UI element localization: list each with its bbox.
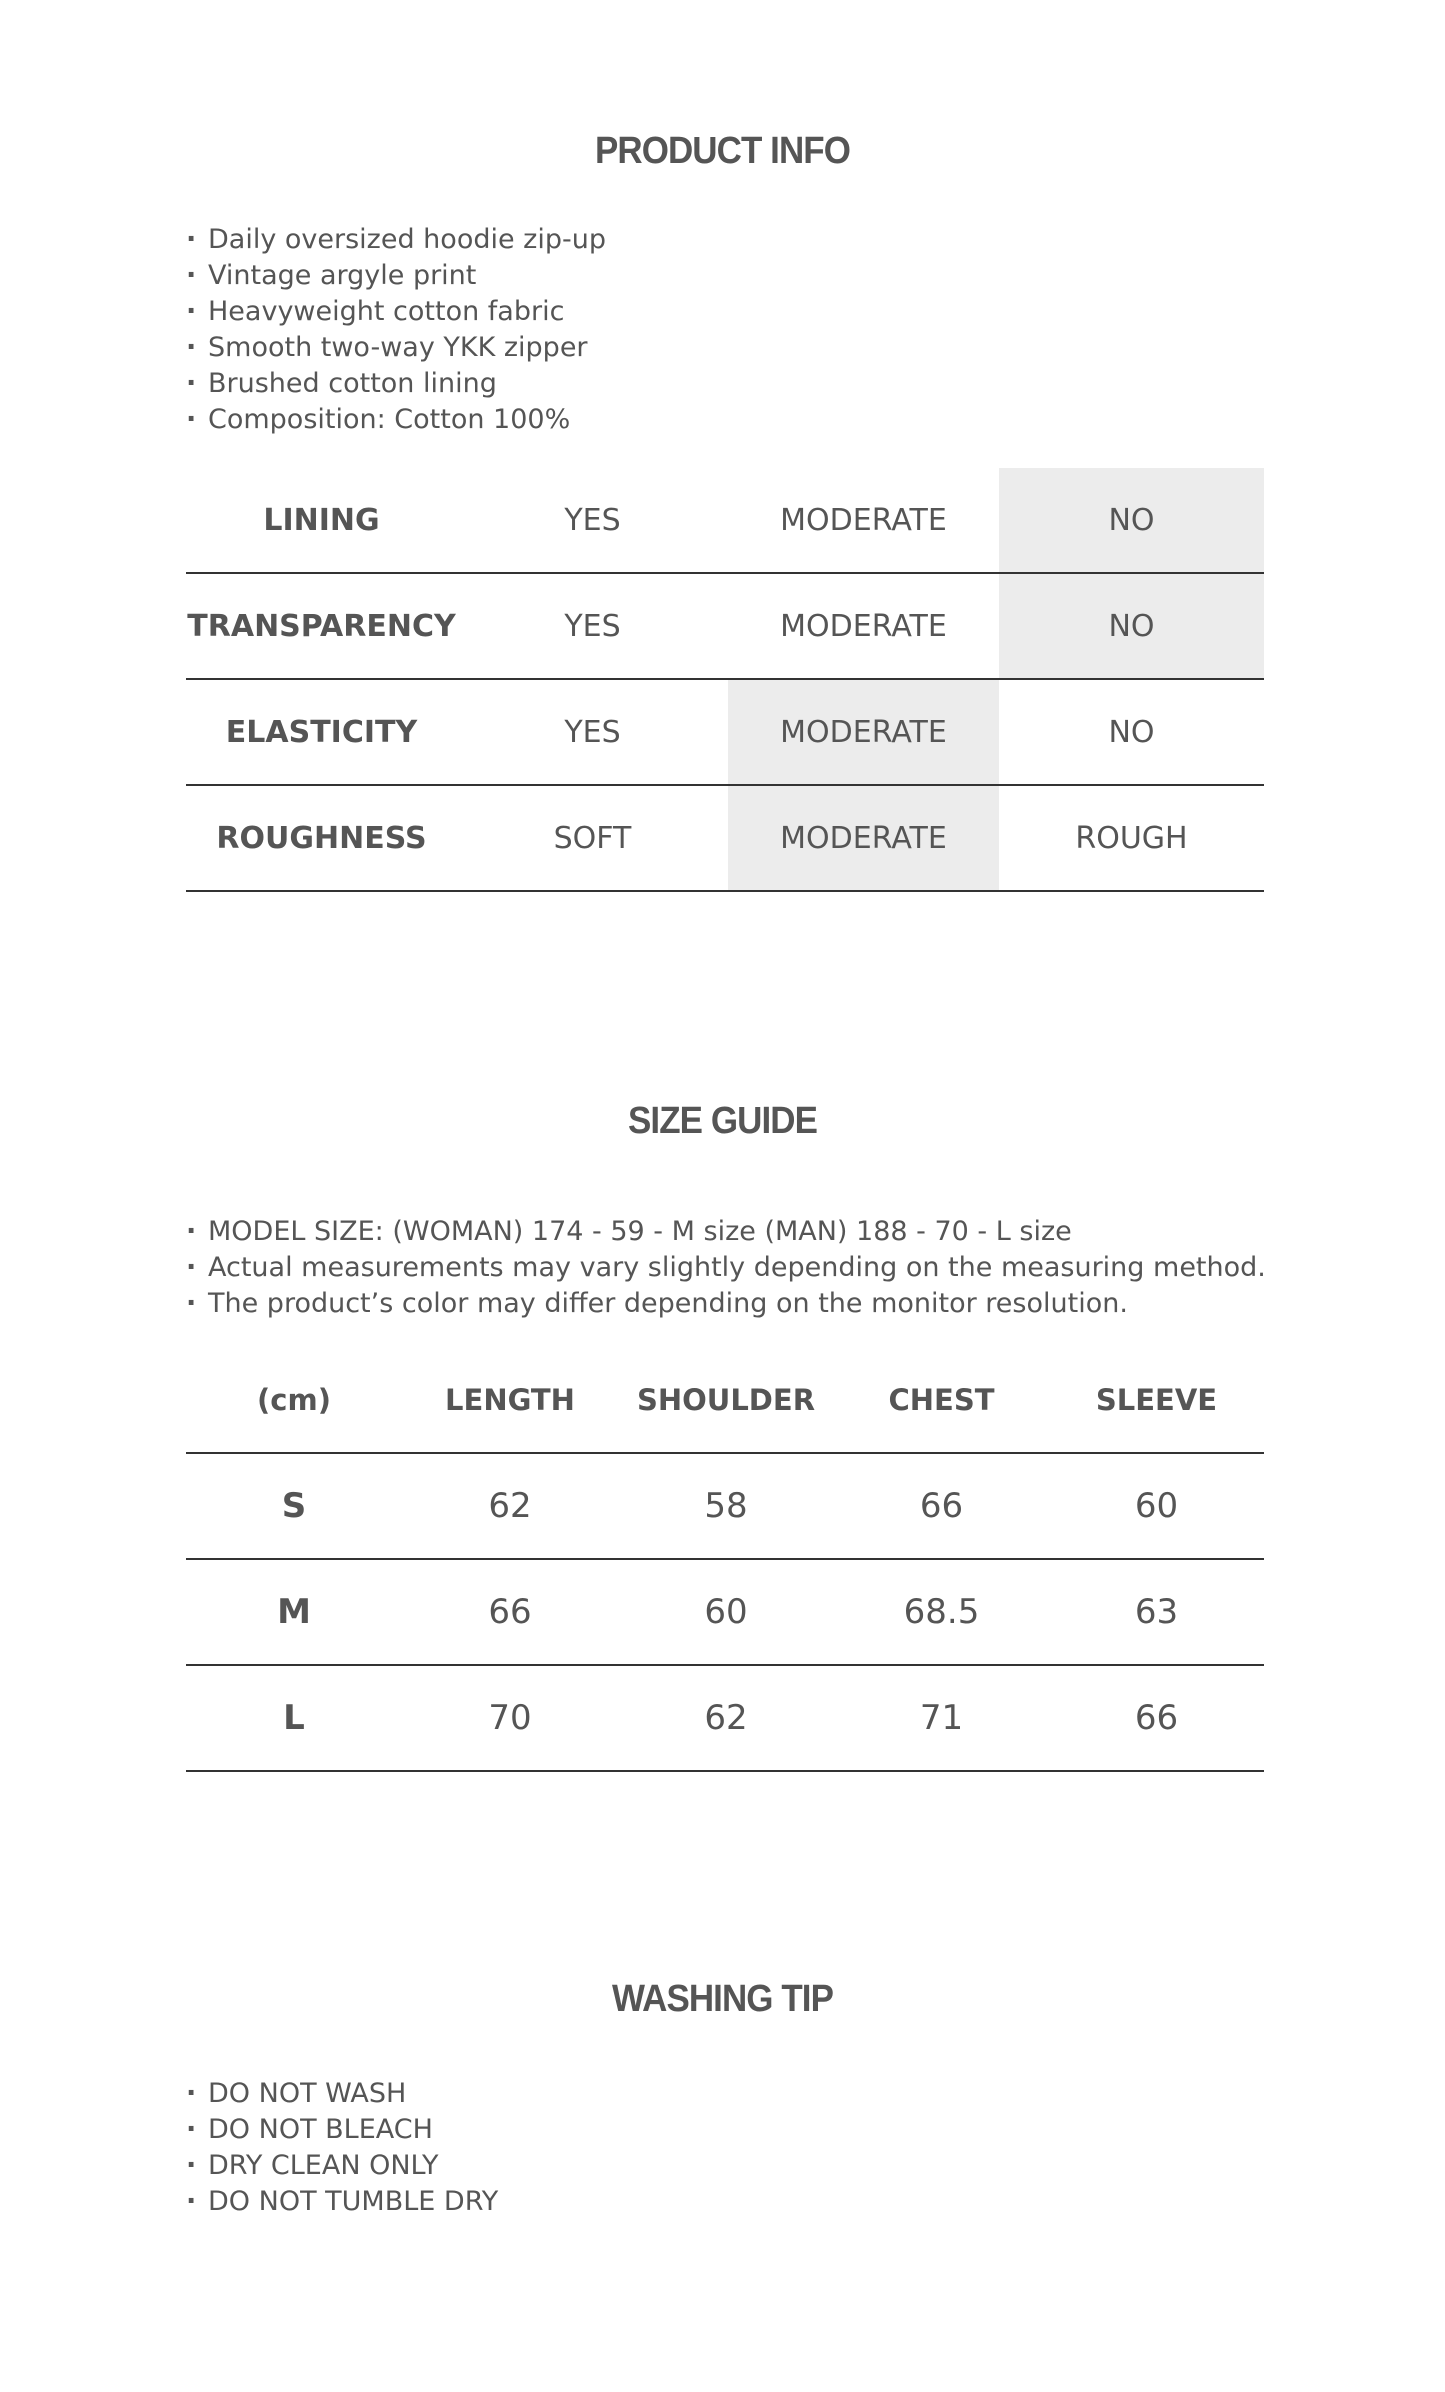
table-cell: 58 — [618, 1453, 834, 1559]
column-header-chest: CHEST — [834, 1348, 1049, 1453]
list-item: · DO NOT WASH — [186, 2076, 498, 2112]
list-item: · Composition: Cotton 100% — [186, 402, 606, 438]
column-header-sleeve: SLEEVE — [1049, 1348, 1264, 1453]
list-item: · Smooth two-way YKK zipper — [186, 330, 606, 366]
product-info-bullets — [186, 222, 606, 438]
attribute-option: NO — [999, 573, 1264, 679]
list-item: · Heavyweight cotton fabric — [186, 294, 606, 330]
list-item: · Brushed cotton lining — [186, 366, 606, 402]
attribute-label: ELASTICITY — [186, 679, 457, 785]
list-item: · MODEL SIZE: (WOMAN) 174 - 59 - M size (MAN) 188 - 70 - L size — [186, 1214, 1266, 1250]
attribute-option: ROUGH — [999, 785, 1264, 891]
list-item: · Daily oversized hoodie zip-up — [186, 222, 606, 258]
table-row — [186, 573, 1264, 679]
table-cell: 71 — [834, 1665, 1049, 1771]
attribute-option: MODERATE — [728, 679, 999, 785]
attribute-label: TRANSPARENCY — [186, 573, 457, 679]
washing-tip-list — [186, 2076, 498, 2220]
column-header-length: LENGTH — [402, 1348, 618, 1453]
table-cell: 66 — [402, 1559, 618, 1665]
attribute-option: YES — [457, 468, 728, 573]
list-item: · DO NOT BLEACH — [186, 2112, 498, 2148]
table-header-row — [186, 1348, 1264, 1453]
size-guide-notes — [186, 1214, 1266, 1322]
table-cell: 66 — [1049, 1665, 1264, 1771]
table-cell: 62 — [402, 1453, 618, 1559]
table-row — [186, 679, 1264, 785]
washing-tip-title: WASHING TIP — [611, 1978, 834, 2020]
table-row — [186, 1453, 1264, 1559]
list-item: · Vintage argyle print — [186, 258, 606, 294]
attribute-label: ROUGHNESS — [186, 785, 457, 891]
attribute-option: MODERATE — [728, 468, 999, 573]
table-cell: 63 — [1049, 1559, 1264, 1665]
product-attributes-table — [186, 468, 1264, 892]
table-cell: 62 — [618, 1665, 834, 1771]
attribute-option: NO — [999, 468, 1264, 573]
size-label: S — [186, 1453, 402, 1559]
table-row — [186, 468, 1264, 573]
size-label: M — [186, 1559, 402, 1665]
size-label: L — [186, 1665, 402, 1771]
table-cell: 66 — [834, 1453, 1049, 1559]
attribute-option: MODERATE — [728, 785, 999, 891]
attribute-label: LINING — [186, 468, 457, 573]
column-header-shoulder: SHOULDER — [618, 1348, 834, 1453]
attribute-option: MODERATE — [728, 573, 999, 679]
table-cell: 60 — [618, 1559, 834, 1665]
table-cell: 68.5 — [834, 1559, 1049, 1665]
size-guide-title: SIZE GUIDE — [628, 1100, 817, 1142]
column-header-unit: (cm) — [186, 1348, 402, 1453]
table-cell: 70 — [402, 1665, 618, 1771]
size-table — [186, 1348, 1264, 1772]
attribute-option: SOFT — [457, 785, 728, 891]
list-item: · DRY CLEAN ONLY — [186, 2148, 498, 2184]
list-item: · Actual measurements may vary slightly depending on the measuring method. — [186, 1250, 1266, 1286]
table-row — [186, 785, 1264, 891]
list-item: · DO NOT TUMBLE DRY — [186, 2184, 498, 2220]
product-info-title: PRODUCT INFO — [594, 130, 851, 172]
attribute-option: YES — [457, 679, 728, 785]
table-cell: 60 — [1049, 1453, 1264, 1559]
attribute-option: NO — [999, 679, 1264, 785]
list-item: · The product’s color may differ depending on the monitor resolution. — [186, 1286, 1266, 1322]
table-row — [186, 1665, 1264, 1771]
table-row — [186, 1559, 1264, 1665]
attribute-option: YES — [457, 573, 728, 679]
